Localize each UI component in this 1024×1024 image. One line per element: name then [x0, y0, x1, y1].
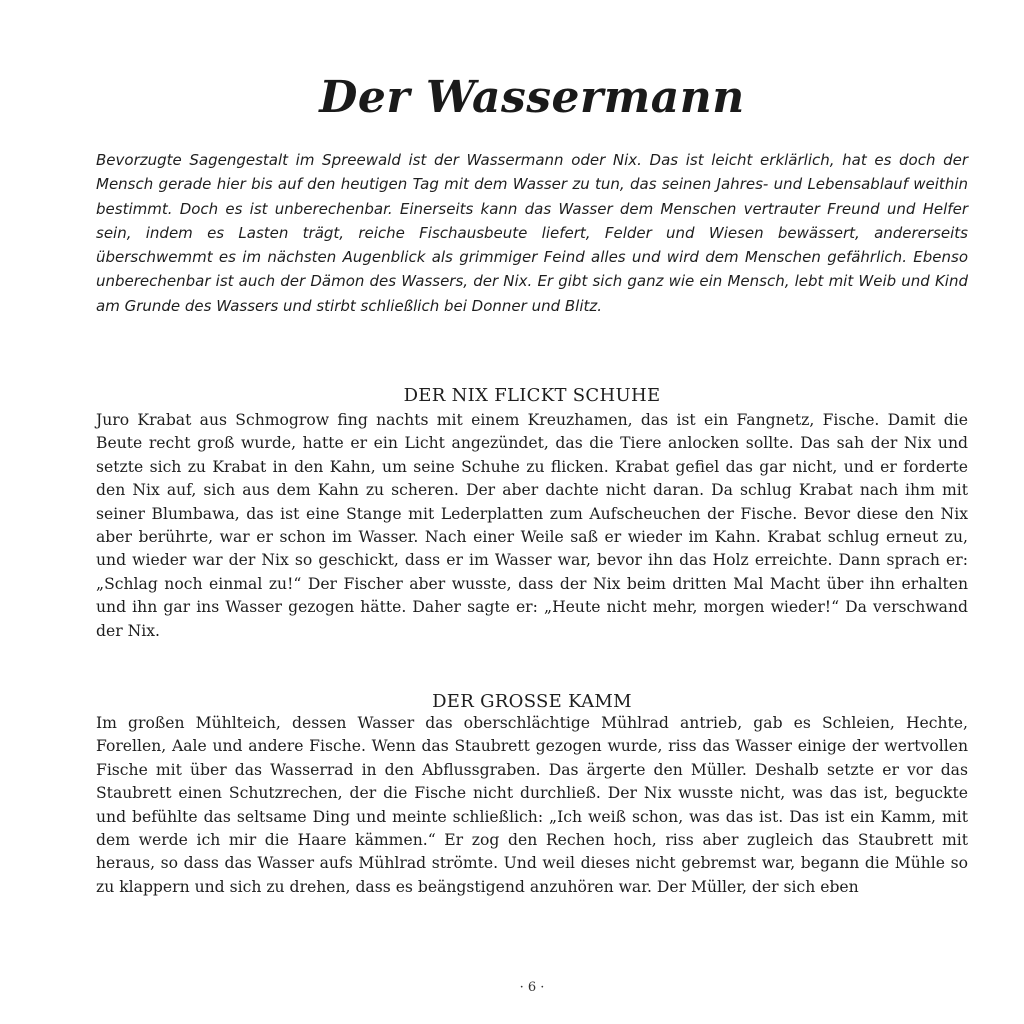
page-title: Der Wassermann [319, 72, 745, 123]
book-page [96, 0, 968, 1024]
section-heading-nix-flickt-schuhe: DER NIX FLICKT SCHUHE [403, 385, 661, 406]
section-heading-grosse-kamm: DER GROSSE KAMM [432, 691, 632, 712]
story-grosse-kamm: Im großen Mühlteich, dessen Wasser das oberschlächtige Mühlrad antrieb, gab es Schleien, Hechte, Forellen, Aale und andere Fische. Wenn das Staubrett gezogen wurde, riss das Wasser einige der wertvollen Fische mit über das Wasserrad in den Abflussgraben. Das ärgerte den Müller. Deshalb setzte er vor das Staubrett einen Schutzrechen, der die Fische nicht durchließ. Der Nix wusste nicht, was das ist, beguckte und befühlte das seltsame Ding und meinte schließlich: „Ich weiß schon, was das ist. Das ist ein Kamm, mit dem werde ich mir die Haare kämmen.“ Er zog den Rechen hoch, riss aber zugleich das Staubrett mit heraus, so dass das Wasser aufs Mühlrad strömte. Und weil dieses nicht gebremst war, begann die Mühle so zu klappern und sich zu drehen, dass es beängstigend anzuhören war. Der Müller, der sich eben [96, 714, 968, 896]
page-number: · 6 · [519, 980, 545, 995]
intro-paragraph: Bevorzugte Sagengestalt im Spreewald ist der Wassermann oder Nix. Das ist leicht erklärlich, hat es doch der Mensch gerade hier bis auf den heutigen Tag mit dem Wasser zu tun, das seinen Jahres- und Lebensablauf weithin bestimmt. Doch es ist unberechenbar. Einerseits kann das Wasser dem Menschen vertrauter Freund und Helfer sein, indem es Lasten trägt, reiche Fischausbeute liefert, Felder und Wiesen bewässert, andererseits überschwemmt es im nächsten Augenblick als grimmiger Feind alles und wird dem Menschen gefährlich. Ebenso unberechenbar ist auch der Dämon des Wassers, der Nix. Er gibt sich ganz wie ein Mensch, lebt mit Weib und Kind am Grunde des Wassers und stirbt schließlich bei Donner und Blitz. [96, 151, 968, 315]
story-nix-flickt-schuhe: Juro Krabat aus Schmogrow fing nachts mit einem Kreuzhamen, das ist ein Fangnetz, Fische. Damit die Beute recht groß wurde, hatte er ein Licht angezündet, das die Tiere anlocken sollte. Das sah der Nix und setzte sich zu Krabat in den Kahn, um seine Schuhe zu flicken. Krabat gefiel das gar nicht, und er forderte den Nix auf, sich aus dem Kahn zu scheren. Der aber dachte nicht daran. Da schlug Krabat nach ihm mit seiner Blumbawa, das ist eine Stange mit Lederplatten zum Aufscheuchen der Fische. Bevor diese den Nix aber berührte, war er schon im Wasser. Nach einer Weile saß er wieder im Kahn. Krabat schlug erneut zu, und wieder war der Nix so geschickt, dass er im Wasser war, bevor ihn das Holz erreichte. Dann sprach er: „Schlag noch einmal zu!“ Der Fischer aber wusste, dass der Nix beim dritten Mal Macht über ihn erhalten und ihn gar ins Wasser gezogen hätte. Daher sagte er: „Heute nicht mehr, morgen wieder!“ Da verschwand der Nix. [96, 411, 968, 640]
